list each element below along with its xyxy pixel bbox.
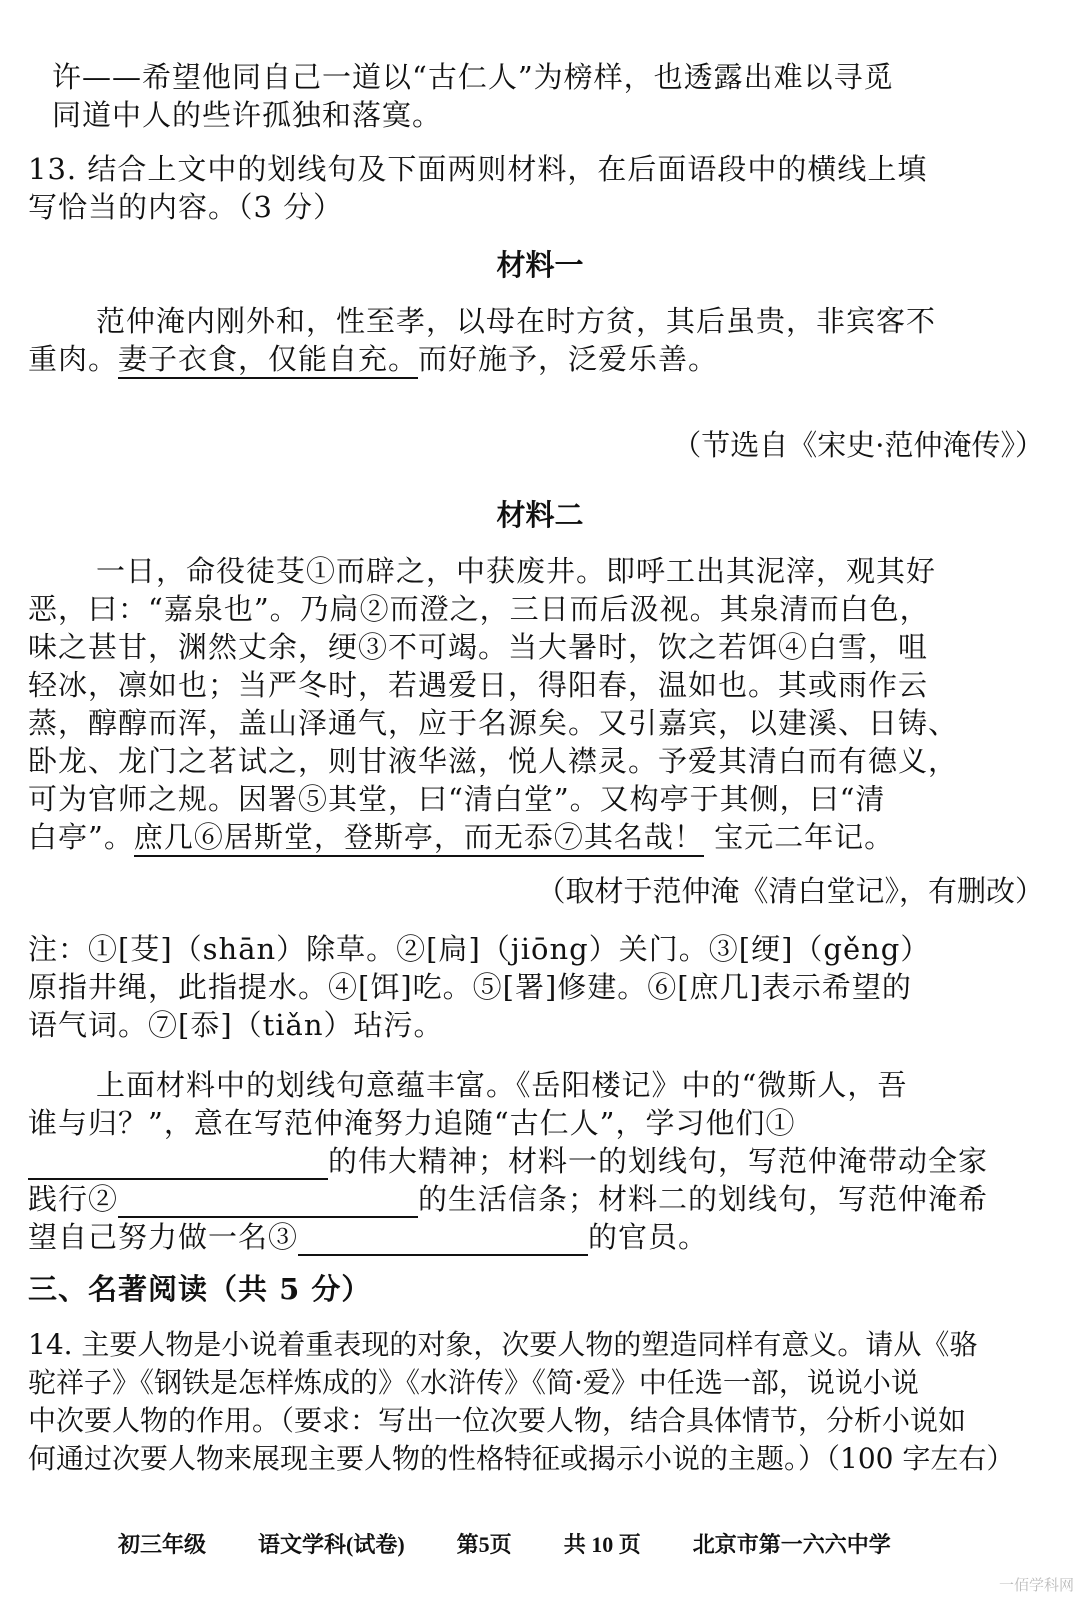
passage-text: 践行② (28, 1182, 119, 1216)
answer-blank-2[interactable] (118, 1186, 418, 1218)
material-2-line-6: 卧龙、龙门之茗试之，则甘液华滋，悦人襟灵。予爱其清白而有德义， (28, 744, 959, 778)
question-13-stem-line-2: 写恰当的内容。（3 分） (28, 190, 344, 224)
passage-line-1: 上面材料中的划线句意蕴丰富。《岳阳楼记》中的“微斯人，吾 (96, 1068, 908, 1102)
footer-grade: 初三年级 (118, 1532, 207, 1557)
material-1-text-end: 而好施予，泛爱乐善。 (418, 342, 719, 376)
page-footer (118, 1528, 943, 1559)
answer-blank-1[interactable] (28, 1148, 328, 1180)
material-1-underlined-sentence: 妻子衣食，仅能自充。 (118, 342, 418, 379)
passage-text: 的官员。 (588, 1220, 709, 1254)
material-2-title: 材料二 (496, 498, 584, 532)
material-2-text: 白亭”。 (28, 820, 134, 854)
material-1-source: （节选自《宋史·范仲淹传》） (672, 428, 1044, 462)
question-14-line-3: 中次要人物的作用。（要求：写出一位次要人物，结合具体情节，分析小说如 (28, 1404, 967, 1437)
footer-total-pages: 共 10 页 (563, 1532, 641, 1557)
material-2-line-8 (28, 818, 894, 856)
question-13-stem-line-1: 13. 结合上文中的划线句及下面两则材料，在后面语段中的横线上填 (28, 152, 928, 186)
material-2-line-4: 轻冰，凛如也；当严冬时，若遇爱日，得阳春，温如也。其或雨作云 (28, 668, 929, 702)
question-14-line-1: 14. 主要人物是小说着重表现的对象，次要人物的塑造同样有意义。请从《骆 (28, 1328, 978, 1361)
material-1-line-1: 范仲淹内刚外和，性至孝，以母在时方贫，其后虽贵，非宾客不 (96, 304, 937, 338)
footer-subject: 语文学科(试卷) (258, 1532, 405, 1557)
notes-line-2: 原指井绳，此指提水。④[饵]吃。⑤[署]修建。⑥[庶几]表示希望的 (28, 970, 912, 1004)
continuation-line-1: 许——希望他同自己一道以“古仁人”为榜样，也透露出难以寻觅 (52, 60, 894, 94)
footer-school: 北京市第一六六中学 (692, 1532, 891, 1557)
material-2-line-1: 一日，命役徒芟①而辟之，中获废井。即呼工出其泥滓，观其好 (96, 554, 937, 588)
material-2-line-3: 味之甚甘，渊然丈余，绠③不可竭。当大暑时，饮之若饵④白雪，咀 (28, 630, 929, 664)
passage-text: 的生活信条；材料二的划线句，写范仲淹希 (418, 1182, 989, 1216)
passage-text: 的伟大精神；材料一的划线句，写范仲淹带动全家 (328, 1144, 989, 1178)
material-2-source: （取材于范仲淹《清白堂记》，有删改） (536, 874, 1044, 908)
continuation-line-2: 同道中人的些许孤独和落寞。 (52, 98, 443, 132)
passage-line-5 (28, 1218, 708, 1256)
material-1-text: 重肉。 (28, 342, 119, 376)
material-2-line-7: 可为官师之规。因署⑤其堂，曰“清白堂”。又构亭于其侧，曰“清 (28, 782, 886, 816)
watermark: 一佰学科网 (998, 1576, 1074, 1594)
answer-blank-3[interactable] (298, 1224, 588, 1256)
passage-line-3 (28, 1142, 988, 1180)
passage-line-4 (28, 1180, 988, 1218)
material-1-line-2 (28, 340, 718, 378)
material-1-title: 材料一 (496, 248, 584, 282)
material-2-line-2: 恶，曰：“嘉泉也”。乃扃②而澄之，三日而后汲视。其泉清而白色， (28, 592, 930, 626)
notes-line-3: 语气词。⑦[忝]（tiǎn）玷污。 (28, 1008, 444, 1042)
passage-text: 望自己努力做一名③ (28, 1220, 299, 1254)
material-2-underlined-sentence: 庶几⑥居斯堂，登斯亭，而无忝⑦其名哉！ (134, 820, 704, 857)
material-2-text-end: 宝元二年记。 (714, 820, 895, 854)
question-14-line-2: 驼祥子》《钢铁是怎样炼成的》《水浒传》《简·爱》中任选一部，说说小说 (28, 1366, 919, 1399)
question-14-line-4: 何通过次要人物来展现主要人物的性格特征或揭示小说的主题。）（100 字左右） (28, 1442, 1015, 1475)
material-2-line-5: 蒸，醇醇而浑，盖山泽通气，应于名源矣。又引嘉宾，以建溪、日铸、 (28, 706, 959, 740)
notes-line-1: 注：①[芟]（shān）除草。②[扃]（jiōng）关门。③[绠]（gěng） (28, 932, 931, 966)
passage-line-2: 谁与归？”，意在写范仲淹努力追随“古仁人”，学习他们① (28, 1106, 796, 1140)
footer-page-number: 第5页 (456, 1532, 512, 1557)
section-3-heading: 三、名著阅读（共 5 分） (28, 1272, 372, 1306)
